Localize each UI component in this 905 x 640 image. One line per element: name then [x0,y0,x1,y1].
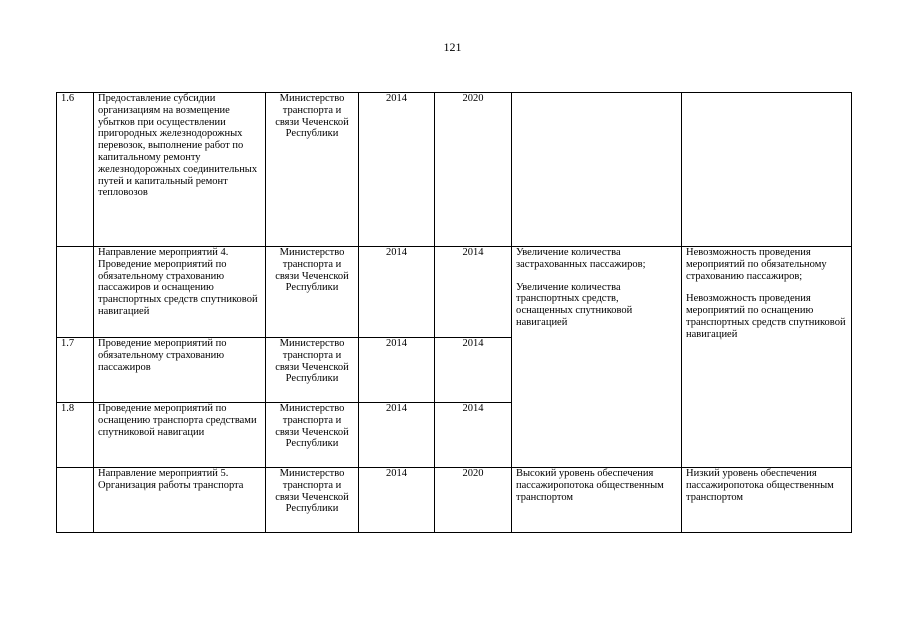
expected-result [512,93,682,247]
table-row [57,247,852,338]
consequence-navigation: Невозможность проведения мероприятий по оснащению транспортных средств спутниковой навигацией [686,293,846,340]
measure-name: Проведение мероприятий по оснащению транспорта средствами спутниковой навигации [94,403,266,468]
executor: Министерство транспорта и связи Чеченской Республики [266,247,359,338]
measure-name: Направление мероприятий 5. Организация работы транспорта [94,468,266,533]
executor: Министерство транспорта и связи Чеченской Республики [266,338,359,403]
start-year: 2014 [359,468,435,533]
executor: Министерство транспорта и связи Чеченской Республики [266,468,359,533]
start-year: 2014 [359,93,435,247]
consequence [682,93,852,247]
row-number: 1.7 [57,338,94,403]
row-number: 1.6 [57,93,94,247]
expected-result: Высокий уровень обеспечения пассажиропотока общественным транспортом [512,468,682,533]
result-navigation-vehicles: Увеличение количества транспортных средств, оснащенных спутниковой навигацией [516,281,633,328]
table-row [57,93,852,247]
end-year: 2014 [435,403,512,468]
end-year: 2014 [435,247,512,338]
end-year: 2020 [435,468,512,533]
result-insured-passengers: Увеличение количества застрахованных пассажиров; [516,247,646,270]
measure-name: Направление мероприятий 4. Проведение мероприятий по обязательному страхованию пассажиров и оснащению транспортных средств спутниковой навигацией [94,247,266,338]
start-year: 2014 [359,403,435,468]
start-year: 2014 [359,247,435,338]
row-number: 1.8 [57,403,94,468]
end-year: 2020 [435,93,512,247]
start-year: 2014 [359,338,435,403]
expected-result [512,247,682,468]
executor: Министерство транспорта и связи Чеченской Республики [266,93,359,247]
end-year: 2014 [435,338,512,403]
program-table [56,92,852,533]
measure-name: Предоставление субсидии организациям на возмещение убытков при осуществлении пригородных железнодорожных перевозок, выполнение работ по капитальному ремонту железнодорожных соединительных путей и капитальный ремонт тепловозов [94,93,266,247]
page-number: 121 [443,40,462,54]
consequence [682,247,852,468]
consequence: Низкий уровень обеспечения пассажиропотока общественным транспортом [682,468,852,533]
consequence-insurance: Невозможность проведения мероприятий по обязательному страхованию пассажиров; [686,247,827,282]
measure-name: Проведение мероприятий по обязательному страхованию пассажиров [94,338,266,403]
executor: Министерство транспорта и связи Чеченской Республики [266,403,359,468]
table-row [57,468,852,533]
row-number [57,247,94,338]
row-number [57,468,94,533]
